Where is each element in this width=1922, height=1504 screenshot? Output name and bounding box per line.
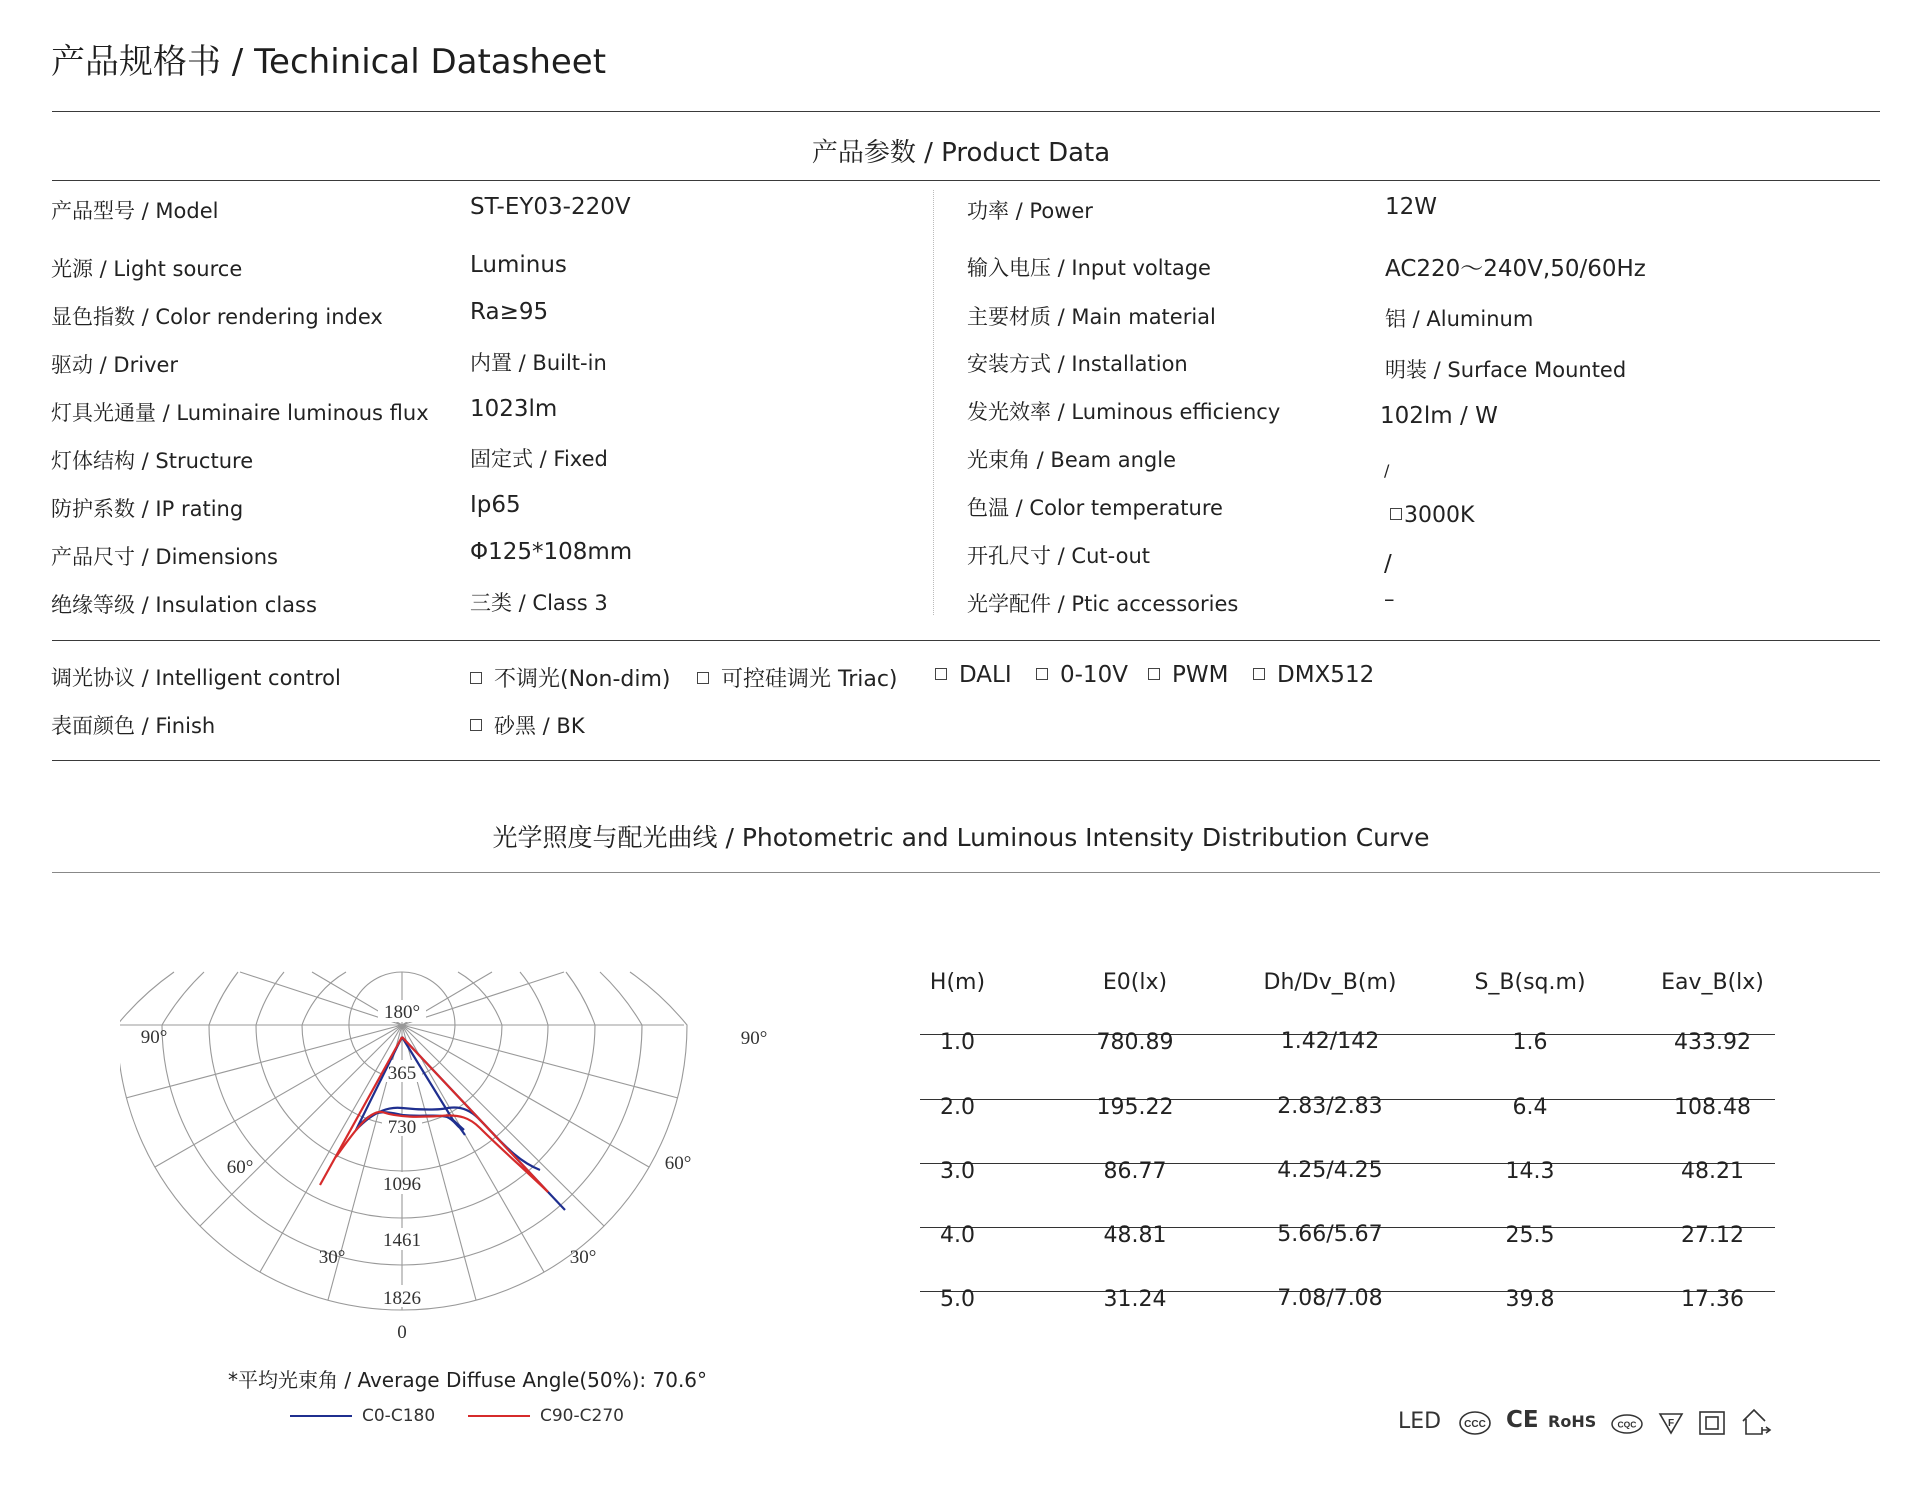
angle-label-right-30: 30° [569,1247,597,1268]
spec-label-dimensions: 产品尺寸 / Dimensions [51,545,278,569]
spec-value-cct-row [1390,503,1474,528]
class-ii-icon [1698,1410,1726,1436]
cqc-icon [1610,1413,1644,1435]
angle-label-left-60: 60° [226,1157,254,1178]
spec-label-structure: 灯体结构 / Structure [51,449,254,473]
spec-value-input-voltage: AC220～240V,50/60Hz [1385,256,1646,282]
table-row: 2.0 195.22 2.83/2.83 6.4 108.48 [920,1035,1775,1100]
angle-label-180: 180° [383,1002,421,1023]
spec-label-cri: 显色指数 / Color rendering index [51,305,383,329]
angle-label-left-30: 30° [318,1247,346,1268]
average-diffuse-angle-note: *平均光束角 / Average Diffuse Angle(50%): 70.6° [228,1368,708,1392]
checkbox-icon [935,668,947,680]
spec-value-cutout: / [1384,551,1392,577]
spec-value-flux: 1023lm [470,396,558,422]
table-header-dh-dv: Dh/Dv_B(m) [1263,970,1397,995]
product-data-divider [52,180,1880,181]
ce-icon: CE [1506,1407,1539,1433]
control-option-0-10v: 0-10V [1036,662,1128,688]
control-option-triac: 可控硅调光 Triac) [697,662,898,693]
f-mark-icon [1658,1411,1684,1435]
spec-value-structure: 固定式 / Fixed [470,447,608,471]
spec-label-light-source: 光源 / Light source [51,257,243,281]
spec-label-material: 主要材质 / Main material [967,305,1216,329]
svg-text:F: F [1667,1418,1675,1429]
spec-value-cct: 3000K [1404,503,1475,528]
ring-label-1096: 1096 [383,1174,421,1195]
spec-label-cutout: 开孔尺寸 / Cut-out [967,544,1150,568]
page-title: 产品规格书 / Techinical Datasheet [51,42,607,82]
table-row: 5.0 31.24 7.08/7.08 39.8 17.36 [920,1227,1775,1292]
legend-swatch-blue [290,1415,352,1417]
finish-label: 表面颜色 / Finish [51,714,216,738]
spec-value-installation: 明装 / Surface Mounted [1385,358,1627,382]
angle-label-0: 0 [397,1322,407,1343]
spec-value-material: 铝 / Aluminum [1385,307,1534,331]
checkbox-icon [1390,508,1402,520]
spec-label-installation: 安装方式 / Installation [967,352,1188,376]
spec-label-input-voltage: 输入电压 / Input voltage [967,256,1211,280]
svg-text:CQC: CQC [1617,1419,1637,1430]
angle-label-left-90: 90° [140,1027,168,1048]
legend-swatch-red [468,1415,530,1417]
spec-value-dimensions: Φ125*108mm [470,539,633,565]
spec-value-accessories: – [1384,587,1395,611]
angle-label-right-60: 60° [664,1153,692,1174]
specs-divider [52,640,1880,641]
ring-label-730: 730 [387,1117,417,1138]
control-option-dali: DALI [935,662,1012,688]
spec-value-model: ST-EY03-220V [470,194,631,220]
spec-label-driver: 驱动 / Driver [51,353,179,377]
table-row: 4.0 48.81 5.66/5.67 25.5 27.12 [920,1163,1775,1228]
finish-option-bk: 砂黑 / BK [470,710,585,740]
rohs-icon: RoHS [1548,1412,1597,1431]
spec-value-beam-angle: / [1384,461,1390,480]
spec-value-driver: 内置 / Built-in [470,351,607,375]
ccc-icon [1458,1410,1492,1436]
legend-c0-c180: C0-C180 [290,1406,435,1426]
spec-label-accessories: 光学配件 / Ptic accessories [967,592,1239,616]
photometric-divider [52,872,1880,873]
home-icon [1740,1407,1772,1437]
checkbox-icon [1253,668,1265,680]
led-icon: LED [1398,1409,1442,1434]
spec-value-ip: Ip65 [470,492,521,518]
spec-label-flux: 灯具光通量 / Luminaire luminous flux [51,401,429,425]
checkbox-icon [470,672,482,684]
checkbox-icon [1148,668,1160,680]
table-header-s-b: S_B(sq.m) [1474,970,1586,995]
spec-value-efficiency: 102lm / W [1380,403,1498,429]
control-label: 调光协议 / Intelligent control [51,666,341,690]
checkbox-icon [697,672,709,684]
column-separator [933,190,934,615]
product-data-title: 产品参数 / Product Data [811,138,1111,168]
legend-c90-c270: C90-C270 [468,1406,624,1426]
spec-value-cri: Ra≥95 [470,299,549,325]
ring-label-1826: 1826 [383,1288,421,1309]
checkbox-icon [470,719,482,731]
ring-label-365: 365 [387,1063,417,1084]
angle-label-right-90: 90° [740,1028,768,1049]
spec-value-power: 12W [1385,194,1438,220]
table-row: 3.0 86.77 4.25/4.25 14.3 48.21 [920,1099,1775,1164]
ring-label-1461: 1461 [383,1230,421,1251]
spec-label-efficiency: 发光效率 / Luminous efficiency [967,400,1281,424]
title-divider [52,111,1880,112]
spec-label-model: 产品型号 / Model [51,199,219,223]
table-row: 1.0 780.89 1.42/142 1.6 433.92 [920,970,1775,1035]
spec-label-insulation: 绝缘等级 / Insulation class [51,593,317,617]
photometric-title: 光学照度与配光曲线 / Photometric and Luminous Intensity Distribution Curve [492,823,1430,852]
finish-divider [52,760,1880,761]
table-header-eav: Eav_B(lx) [1661,970,1764,995]
svg-text:CCC: CCC [1464,1419,1486,1430]
spec-label-ip: 防护系数 / IP rating [51,497,244,521]
control-option-dmx512: DMX512 [1253,662,1374,688]
control-option-pwm: PWM [1148,662,1228,688]
spec-label-cct: 色温 / Color temperature [967,496,1223,520]
spec-value-insulation: 三类 / Class 3 [470,591,608,615]
polar-distribution-chart [120,960,800,1400]
checkbox-icon [1036,668,1048,680]
spec-value-light-source: Luminus [470,252,567,278]
spec-label-beam-angle: 光束角 / Beam angle [967,448,1177,472]
table-header-h: H(m) [929,970,986,995]
table-header-e0: E0(lx) [1102,970,1168,995]
spec-label-power: 功率 / Power [967,199,1093,223]
control-option-non-dim: 不调光(Non-dim) [470,662,670,693]
